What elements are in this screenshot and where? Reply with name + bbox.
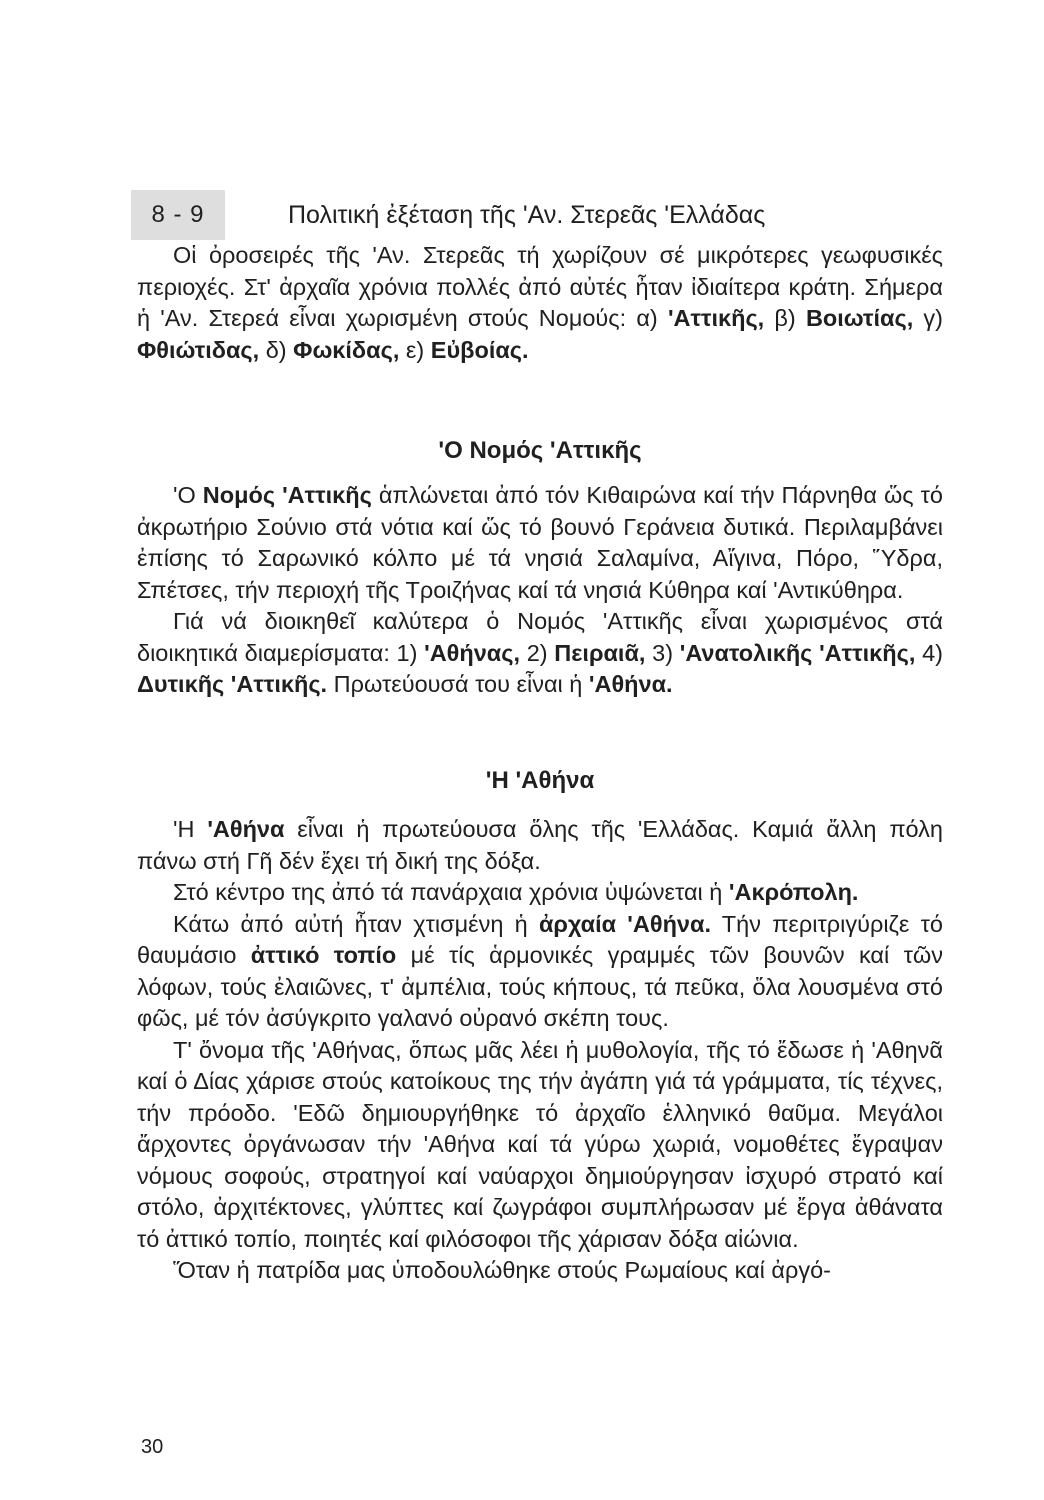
attiki-p1-lead: 'Ο [173, 482, 203, 508]
attiki-p2-text: 3) [645, 639, 680, 666]
attiki-p2-text: Γιά νά διοικηθεῖ καλύτερα ὁ Νομός 'Αττικῆς εἶναι χωρισμένος στά διοικητικά διαμερίσματα: 1) [137, 608, 943, 666]
intro-text: β) [764, 305, 806, 331]
intro-text: ε) [399, 336, 431, 363]
attiki-p2-text: Πρωτεύουσά του εἶναι ἡ [327, 671, 589, 697]
athina-heading: 'Η 'Αθήνα [485, 767, 595, 794]
athina-p3-text: μέ τίς ἁρμονικές γραμμές τῶν βουνῶν καί τῶν λόφων, τούς ἐλαιῶνες, τ' ἀμπέλια, τούς κήπους, τά πεῦκα, ὅλα λουσμένα στό φῶς, μέ τόν ἀσύγκριτο γαλανό οὐρανό σκέπη τους. [137, 942, 943, 1031]
attiko-topio-bold: ἀττικό τοπίο [250, 942, 397, 968]
attiki-paragraph-2 [137, 606, 943, 701]
athina-p3-text: Κάτω ἀπό αὐτή ἦταν χτισμένη ἡ [173, 910, 539, 937]
nomos-attikis: 'Αττικῆς, [667, 305, 765, 331]
district-athinas: 'Αθήνας, [424, 639, 521, 666]
capital-athina: 'Αθήνα. [588, 671, 673, 697]
intro-text: δ) [259, 336, 294, 363]
attiki-p2-text: 2) [520, 639, 555, 666]
district-anatolikis-attikis: 'Ανατολικῆς 'Αττικῆς, [679, 639, 916, 666]
athina-paragraph-4: Τ' ὄνομα τῆς 'Αθήνας, ὅπως μᾶς λέει ἡ μυθολογία, τῆς τό ἔδωσε ἡ 'Αθηνᾶ καί ὁ Δίας χάρισε στούς κατοίκους της τήν ἀγάπη γιά τά γράμματα, τίς τέχνες, τήν πρόοδο. 'Εδῶ δημιουργήθηκε τό ἀρχαῖο ἑλληνικό θαῦμα. Μεγάλοι ἄρχοντες ὀργάνωσαν τήν 'Αθήνα καί τά γύρω χωριά, νομοθέτες ἔγραψαν νόμους σοφούς, στρατηγοί καί ναύαρχοι δημιούργησαν ἰσχυρό στρατό καί στόλο, ἀρχιτέκτονες, γλύπτες καί ζωγράφοι συμπλήρωσαν μέ ἔργα ἀθάνατα τό ἀττικό τοπίο, ποιητές καί φιλόσοφοι τῆς χάρισαν δόξα αἰώνια. [137, 1036, 943, 1252]
district-peiraia: Πειραιᾶ, [554, 639, 646, 666]
nomos-fthiotidas: Φθιώτιδας, [137, 336, 260, 363]
nomos-evvoias: Εὐβοίας. [430, 336, 529, 363]
archaia-athina-bold: ἀρχαία 'Αθήνα. [538, 910, 711, 937]
intro-paragraph [137, 240, 943, 366]
intro-text: γ) [913, 305, 943, 331]
athina-p1-lead: 'Η [173, 816, 208, 842]
attiki-heading: 'Ο Νομός 'Αττικῆς [438, 437, 642, 464]
athina-p3-text: Τήν περιτριγύριζε τό θαυμάσιο [137, 910, 943, 968]
attiki-paragraph-1 [137, 480, 943, 606]
athina-text-block [137, 814, 943, 1287]
athina-p1-bold: 'Αθήνα [207, 816, 285, 842]
attiki-p1-bold: Νομός 'Αττικῆς [202, 482, 372, 508]
nomos-voiotias: Βοιωτίας, [805, 305, 914, 331]
section-header [131, 190, 941, 242]
athina-p2-text: Στό κέντρο της ἀπό τά πανάρχαια χρόνια ὑψώνεται ἡ [173, 879, 729, 905]
attiki-p1-text: ἁπλώνεται ἀπό τόν Κιθαιρώνα καί τήν Πάρνηθα ὥς τό ἀκρωτήριο Σούνιο στά νότια καί ὥς τό βουνό Γεράνεια δυτικά. Περιλαμβάνει ἐπίσης τό Σαρωνικό κόλπο μέ τά νησιά Σαλαμίνα, Αἴγινα, Πόρο, Ὕδρα, Σπέτσες, τήν περιοχή τῆς Τροιζήνας καί τά νησιά Κύθηρα καί 'Αντικύθηρα. [137, 482, 943, 603]
athina-paragraph-3 [137, 909, 943, 1035]
attiki-text-block [137, 480, 943, 701]
nomos-fokidas: Φωκίδας, [293, 336, 400, 363]
section-number: 8 - 9 [131, 190, 225, 240]
page-number: 30 [141, 1436, 164, 1458]
district-dytikis-attikis: Δυτικῆς 'Αττικῆς. [137, 671, 328, 697]
athina-paragraph-5: Ὅταν ἡ πατρίδα μας ὑποδουλώθηκε στούς Ρωμαίους καί ἀργό- [173, 1257, 832, 1283]
athina-p1-text: εἶναι ἡ πρωτεύουσα ὅλης τῆς 'Ελλάδας. Καμιά ἄλλη πόλη πάνω στή Γῆ δέν ἔχει τή δική της δόξα. [137, 816, 943, 874]
intro-paragraph-block [137, 240, 943, 366]
intro-text: Οἱ ὀροσειρές τῆς 'Αν. Στερεᾶς τή χωρίζουν σέ μικρότερες γεωφυσικές περιοχές. Στ' ἀρχαῖα χρόνια πολλές ἀπό αὐτές ἦταν ἰδιαίτερα κράτη. Σήμερα ἡ 'Αν. Στερεά εἶναι χωρισμένη στούς Νομούς: α) [137, 242, 943, 331]
athina-paragraph-1 [137, 814, 943, 877]
athina-paragraph-2 [137, 877, 943, 909]
section-title: Πολιτική ἐξέταση τῆς 'Αν. Στερεᾶς 'Ελλάδας [288, 201, 766, 229]
acropolis-bold: 'Ακρόπολη. [728, 879, 859, 905]
attiki-p2-text: 4) [915, 639, 943, 666]
